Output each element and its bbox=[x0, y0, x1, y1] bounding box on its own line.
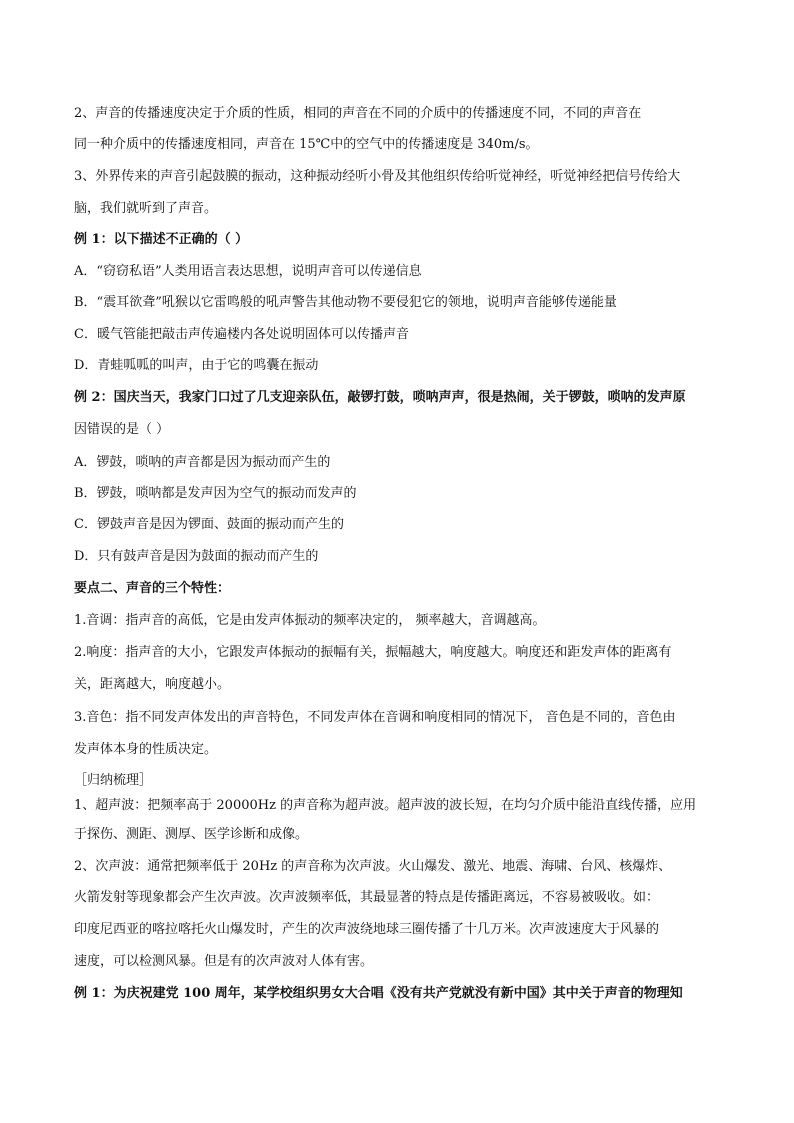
paragraph-line: 火箭发射等现象都会产生次声波。次声波频率低，其最显著的特点是传播距离远，不容易被吸收。如： bbox=[74, 890, 660, 905]
example-heading: 例 1：为庆祝建党 100 周年，某学校组织男女大合唱《没有共产党就没有新中国》其中关于声音的物理知 bbox=[74, 986, 683, 1001]
option-c: C．暖气管能把敲击声传遍楼内各处说明固体可以传播声音 bbox=[74, 327, 409, 342]
paragraph-line: 3.音色：指不同发声体发出的声音特色，不同发声体在音调和响度相同的情况下， 音色是不同的，音色由 bbox=[74, 710, 676, 725]
option-d: D．只有鼓声音是因为鼓面的振动而产生的 bbox=[74, 549, 319, 564]
paragraph-line: 因错误的是（ ） bbox=[74, 422, 170, 437]
paragraph-line: 1.音调：指声音的高低，它是由发声体振动的频率决定的， 频率越大，音调越高。 bbox=[74, 613, 546, 628]
option-a: A．“窃窃私语”人类用语言表达思想，说明声音可以传递信息 bbox=[74, 264, 422, 279]
example-heading: 例 2：国庆当天，我家门口过了几支迎亲队伍，敲锣打鼓，唢呐声声，很是热闹，关于锣鼓，唢呐的发声原 bbox=[74, 390, 686, 405]
section-heading: 要点二、声音的三个特性： bbox=[74, 581, 231, 596]
option-a: A．锣鼓，唢呐的声音都是因为振动而产生的 bbox=[74, 455, 331, 470]
paragraph-line: 同一种介质中的传播速度相同，声音在 15℃中的空气中的传播速度是 340m/s。 bbox=[74, 137, 539, 152]
paragraph-line: 发声体本身的性质决定。 bbox=[74, 742, 218, 757]
paragraph-line: 脑，我们就听到了声音。 bbox=[74, 201, 218, 216]
paragraph-line: 印度尼西亚的喀拉喀托火山爆发时，产生的次声波绕地球三圈传播了十几万米。次声波速度大于风暴的 bbox=[74, 922, 660, 937]
option-b: B．锣鼓，唢呐都是发声因为空气的振动而发声的 bbox=[74, 486, 357, 501]
summary-heading: ［归纳梳理］ bbox=[74, 773, 153, 788]
option-b: B．“震耳欲聋”吼猴以它雷鸣般的吼声警告其他动物不要侵犯它的领地，说明声音能够传递能量 bbox=[74, 295, 617, 310]
paragraph-line: 速度，可以检测风暴。但是有的次声波对人体有害。 bbox=[74, 954, 374, 969]
paragraph-line: 2、声音的传播速度决定于介质的性质，相同的声音在不同的介质中的传播速度不同，不同的声音在 bbox=[74, 106, 642, 121]
paragraph-line: 2、次声波：通常把频率低于 20Hz 的声音称为次声波。火山爆发、激光、地震、海啸、台风、核爆炸、 bbox=[74, 859, 672, 874]
paragraph-line: 1、超声波：把频率高于 20000Hz 的声音称为超声波。超声波的波长短，在均匀介质中能沿直线传播，应用 bbox=[74, 798, 697, 813]
example-heading: 例 1：以下描述不正确的（ ） bbox=[74, 232, 249, 247]
option-c: C．锣鼓声音是因为锣面、鼓面的振动而产生的 bbox=[74, 517, 344, 532]
option-d: D．青蛙呱呱的叫声，由于它的鸣囊在振动 bbox=[74, 358, 319, 373]
paragraph-line: 于探伤、测距、测厚、医学诊断和成像。 bbox=[74, 827, 309, 842]
paragraph-line: 3、外界传来的声音引起鼓膜的振动，这种振动经听小骨及其他组织传给听觉神经，听觉神经把信号传给大 bbox=[74, 169, 681, 184]
paragraph-line: 关，距离越大，响度越小。 bbox=[74, 677, 231, 692]
paragraph-line: 2.响度：指声音的大小，它跟发声体振动的振幅有关，振幅越大，响度越大。响度还和距发声体的距离有 bbox=[74, 645, 672, 660]
